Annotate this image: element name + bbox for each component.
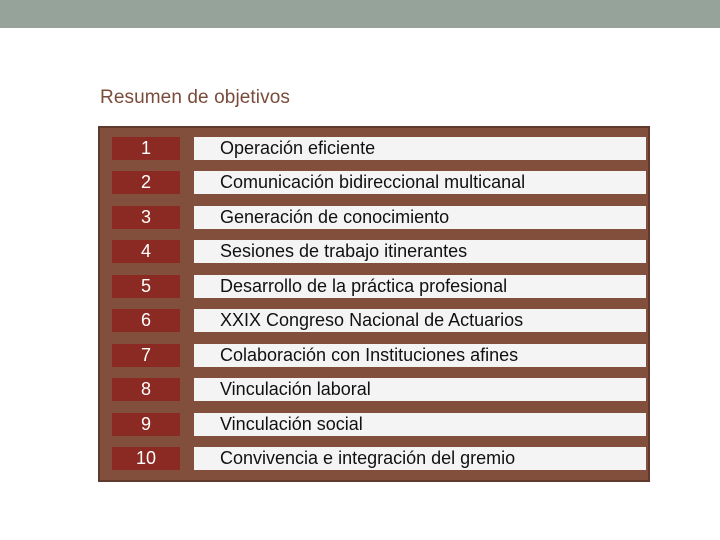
objective-label: Convivencia e integración del gremio [194, 447, 646, 470]
objective-number: 1 [112, 137, 180, 160]
objective-label: Generación de conocimiento [194, 206, 646, 229]
objective-label: XXIX Congreso Nacional de Actuarios [194, 309, 646, 332]
objective-number: 5 [112, 275, 180, 298]
objective-number: 3 [112, 206, 180, 229]
table-row [112, 447, 636, 470]
objective-label: Colaboración con Instituciones afines [194, 344, 646, 367]
table-row [112, 309, 636, 332]
objective-label: Desarrollo de la práctica profesional [194, 275, 646, 298]
table-row [112, 413, 636, 436]
objectives-table [98, 126, 650, 482]
objective-label: Vinculación social [194, 413, 646, 436]
table-row [112, 344, 636, 367]
objective-number: 2 [112, 171, 180, 194]
table-row [112, 137, 636, 160]
objective-number: 7 [112, 344, 180, 367]
top-accent-bar [0, 0, 720, 28]
objective-number: 9 [112, 413, 180, 436]
table-row [112, 275, 636, 298]
objective-number: 8 [112, 378, 180, 401]
objective-label: Vinculación laboral [194, 378, 646, 401]
table-row [112, 171, 636, 194]
objective-number: 10 [112, 447, 180, 470]
table-row [112, 206, 636, 229]
objective-number: 6 [112, 309, 180, 332]
table-row [112, 240, 636, 263]
table-row [112, 378, 636, 401]
objective-label: Sesiones de trabajo itinerantes [194, 240, 646, 263]
objective-label: Comunicación bidireccional multicanal [194, 171, 646, 194]
objective-number: 4 [112, 240, 180, 263]
slide-title: Resumen de objetivos [100, 87, 290, 108]
objective-label: Operación eficiente [194, 137, 646, 160]
